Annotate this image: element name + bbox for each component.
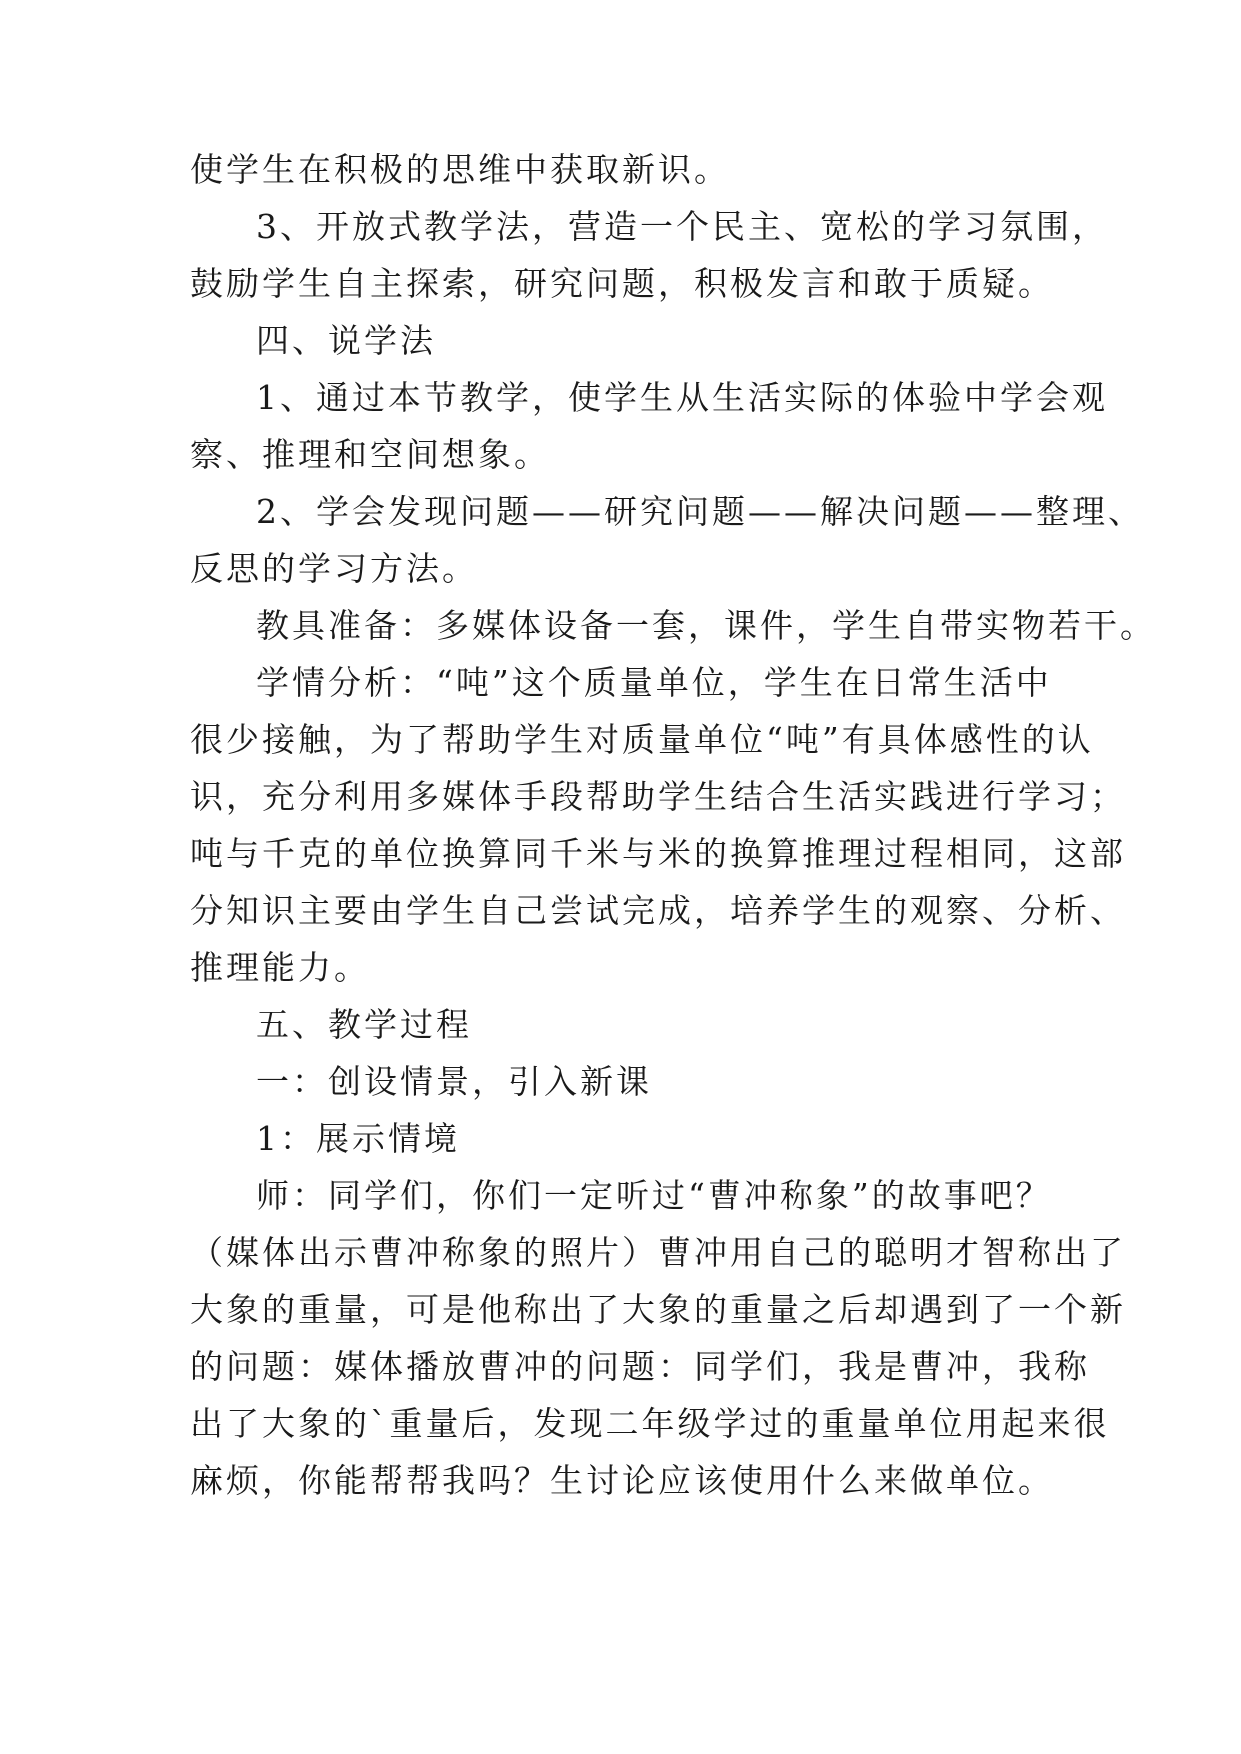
paragraph-line: 大象的重量，可是他称出了大象的重量之后却遇到了一个新: [190, 1290, 1126, 1329]
paragraph-line: 吨与千克的单位换算同千米与米的换算推理过程相同，这部: [190, 834, 1126, 873]
paragraph-line: 很少接触，为了帮助学生对质量单位“吨”有具体感性的认: [190, 720, 1094, 759]
paragraph-line: 使学生在积极的思维中获取新识。: [190, 150, 730, 189]
paragraph-line: 学情分析：“吨”这个质量单位，学生在日常生活中: [256, 663, 1052, 702]
paragraph-line: 反思的学习方法。: [190, 549, 478, 588]
section-heading: 四、说学法: [256, 321, 436, 360]
paragraph-line: 识，充分利用多媒体手段帮助学生结合生活实践进行学习；: [190, 777, 1126, 816]
paragraph-line: 麻烦，你能帮帮我吗？生讨论应该使用什么来做单位。: [190, 1461, 1054, 1500]
paragraph-line: 分知识主要由学生自己尝试完成，培养学生的观察、分析、: [190, 891, 1126, 930]
paragraph-line: 察、推理和空间想象。: [190, 435, 550, 474]
subsection-heading: 一：创设情景，引入新课: [256, 1062, 652, 1101]
paragraph-line: 鼓励学生自主探索，研究问题，积极发言和敢于质疑。: [190, 264, 1054, 303]
subsection-heading: 1：展示情境: [256, 1119, 460, 1158]
paragraph-line: （媒体出示曹冲称象的照片）曹冲用自己的聪明才智称出了: [190, 1233, 1126, 1272]
paragraph-line: 1、通过本节教学，使学生从生活实际的体验中学会观: [256, 378, 1108, 417]
paragraph-line: 的问题：媒体播放曹冲的问题：同学们，我是曹冲，我称: [190, 1347, 1090, 1386]
paragraph-line: 出了大象的`重量后，发现二年级学过的重量单位用起来很: [190, 1404, 1110, 1443]
paragraph-line: 教具准备：多媒体设备一套，课件，学生自带实物若干。: [256, 606, 1156, 645]
section-heading: 五、教学过程: [256, 1005, 472, 1044]
paragraph-line: 3、开放式教学法，营造一个民主、宽松的学习氛围，: [256, 207, 1108, 246]
paragraph-line: 师：同学们，你们一定听过“曹冲称象”的故事吧？: [256, 1176, 1052, 1215]
paragraph-line: 推理能力。: [190, 948, 370, 987]
paragraph-line: 2、学会发现问题——研究问题——解决问题——整理、: [256, 492, 1144, 531]
